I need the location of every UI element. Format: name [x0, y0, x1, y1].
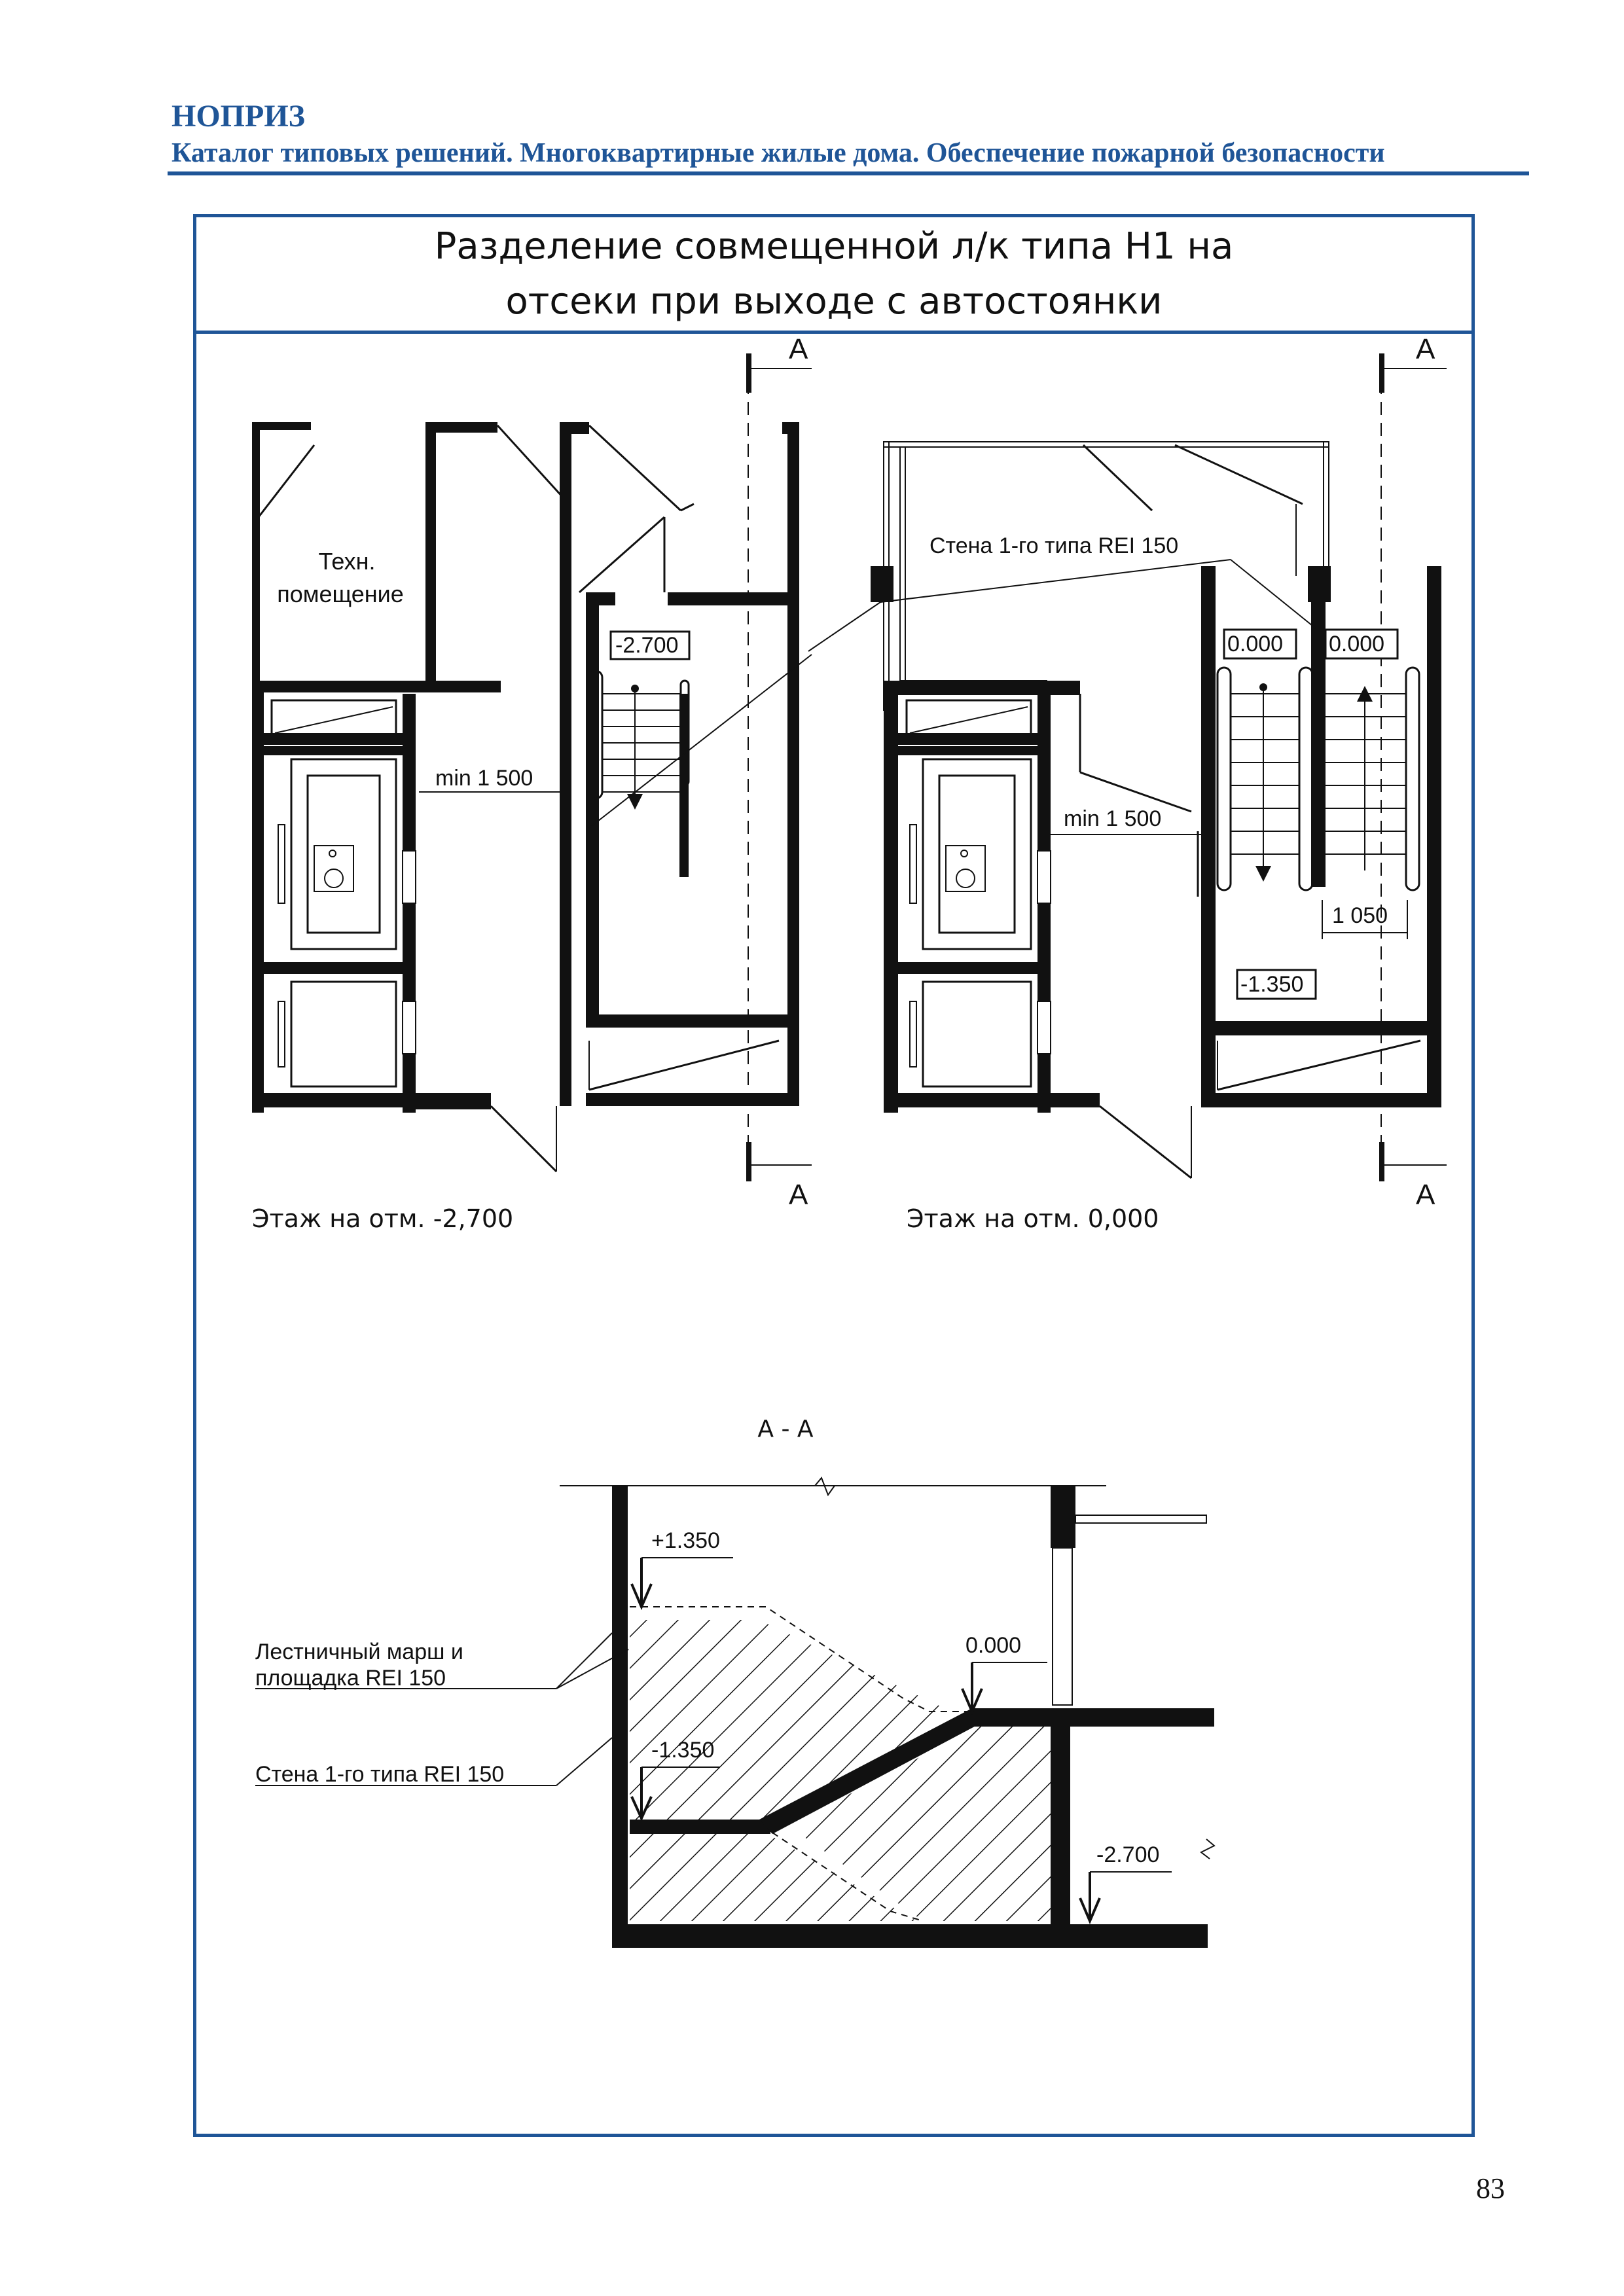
section-mark-bottom: А	[789, 1179, 808, 1211]
section-title: А - А	[757, 1416, 814, 1443]
section-aa	[255, 1478, 1214, 1948]
flight-dimension: 1 050	[1332, 903, 1388, 928]
page-number: 83	[1476, 2172, 1505, 2204]
catalog-title: Каталог типовых решений. Многоквартирные жилые дома. Обеспечение пожарной безопасности	[171, 138, 1385, 168]
level-mark-1: 0.000	[1227, 632, 1284, 656]
plan-left-caption: Этаж на отм. -2,700	[252, 1204, 514, 1233]
corridor-dimension: min 1 500	[1064, 806, 1162, 831]
section-mark-top: А	[789, 333, 808, 365]
level-mark-2: 0.000	[1329, 632, 1385, 656]
mark-landing: -1.350	[651, 1738, 715, 1763]
organization-name: НОПРИЗ	[171, 99, 305, 134]
wheelchair-icon	[946, 846, 985, 891]
room-label-line2: помещение	[277, 581, 404, 607]
mark-bottom: -2.700	[1096, 1842, 1160, 1867]
landing-level: -1.350	[1240, 972, 1304, 997]
plan-right-caption: Этаж на отм. 0,000	[907, 1204, 1159, 1233]
level-mark: -2.700	[615, 633, 679, 658]
wall-callout: Стена 1-го типа REI 150	[929, 533, 1179, 558]
callout-stair-line1: Лестничный марш и	[255, 1640, 463, 1664]
wheelchair-icon	[314, 846, 353, 891]
callout-stair-line2: площадка REI 150	[255, 1666, 446, 1691]
sheet-title-line1: Разделение совмещенной л/к типа Н1 на	[434, 225, 1234, 268]
corridor-dimension: min 1 500	[435, 766, 533, 791]
section-mark-bottom: А	[1416, 1179, 1435, 1211]
room-label-line1: Техн.	[318, 548, 376, 575]
section-mark-top: А	[1416, 333, 1435, 365]
callout-wall: Стена 1-го типа REI 150	[255, 1762, 505, 1787]
plan-right	[808, 353, 1447, 1181]
mark-top: +1.350	[651, 1528, 720, 1553]
sheet-title-line2: отсеки при выходе с автостоянки	[505, 280, 1163, 323]
mark-entry: 0.000	[965, 1633, 1022, 1658]
